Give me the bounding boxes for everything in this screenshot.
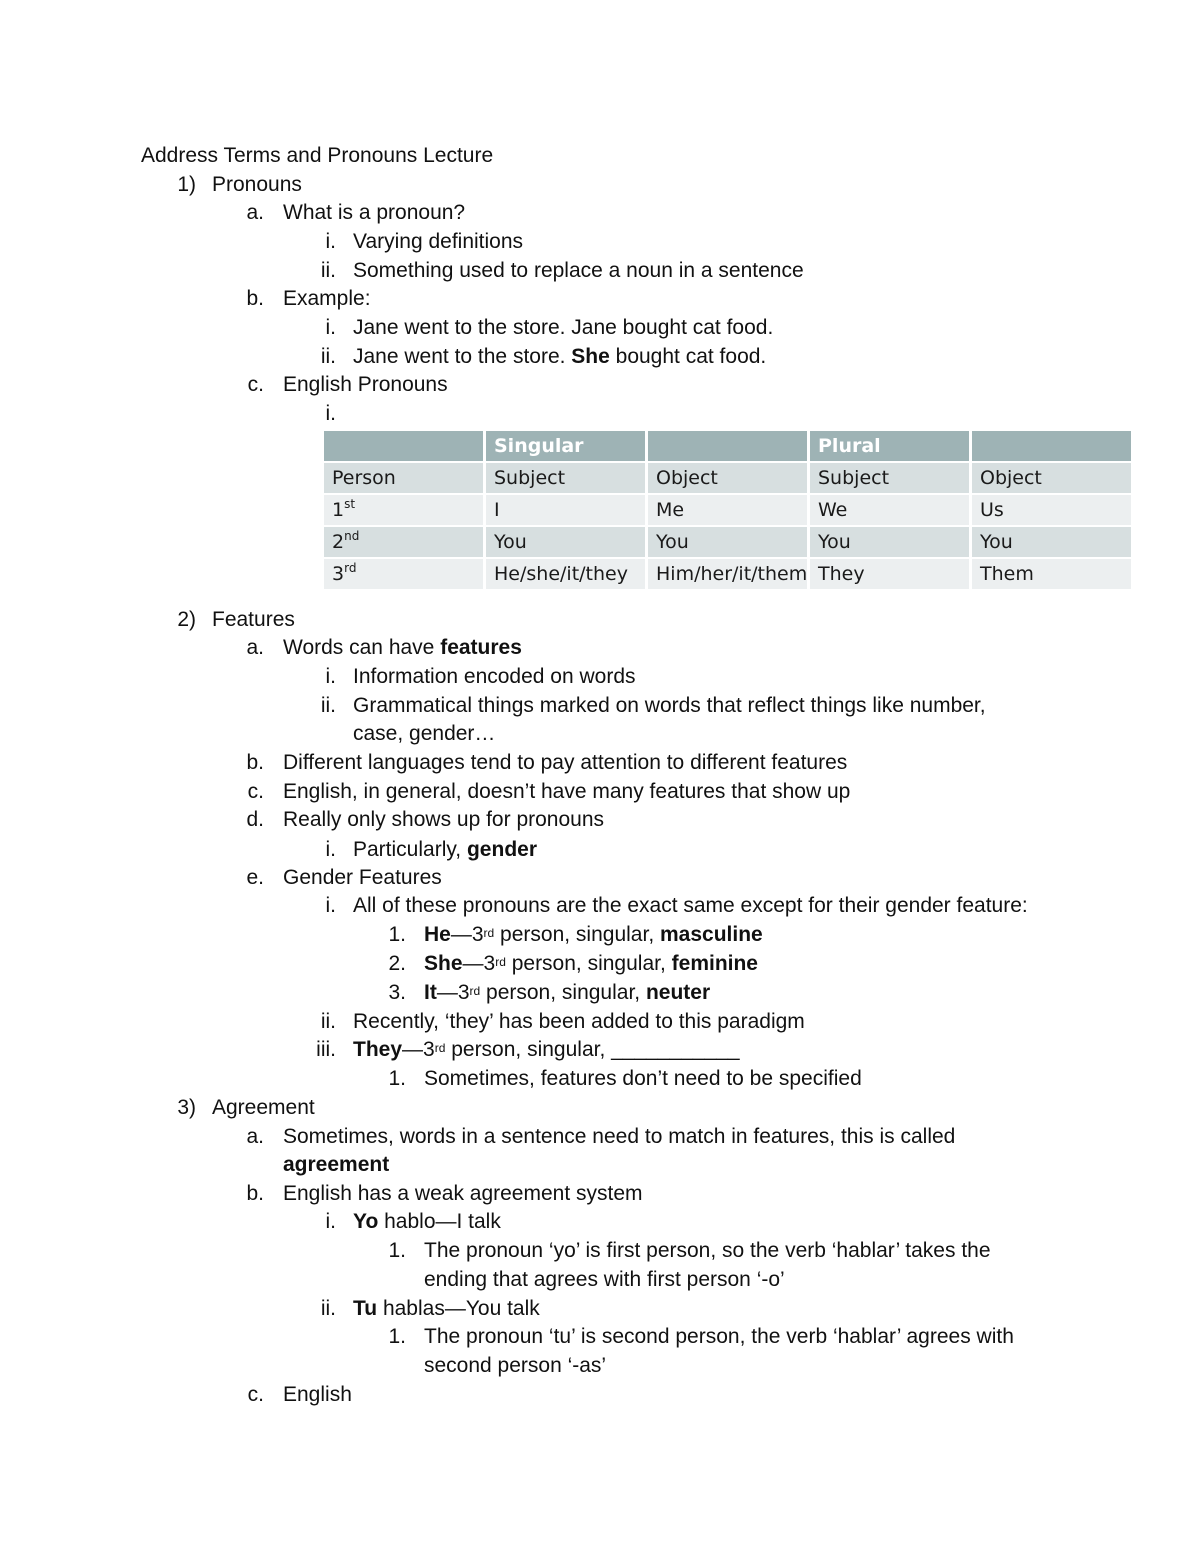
table-header-cell: Plural [810,431,969,461]
list-item: Words can have features [283,636,522,659]
table-row [324,527,1131,557]
table-header-row [324,431,1131,461]
list-marker: 1. [388,1239,406,1262]
list-item: Jane went to the store. Jane bought cat food. [353,316,774,339]
list-item: Grammatical things marked on words that reflect things like number, [353,694,986,717]
list-marker: 1. [388,1067,406,1090]
list-item: It—3rd person, singular, neuter [424,981,711,1004]
list-marker: ii. [320,259,336,282]
list-item: All of these pronouns are the exact same except for their gender feature: [353,894,1028,917]
list-item: Tu hablas—You talk [353,1297,540,1320]
list-item: Something used to replace a noun in a sentence [353,259,804,282]
table-cell: Person [324,463,483,493]
list-item-continuation: agreement [283,1153,390,1176]
list-marker: a. [246,636,264,659]
table-row [324,463,1131,493]
list-marker: c. [247,373,264,396]
list-marker: ii. [320,1010,336,1033]
list-marker: i. [325,402,336,425]
section-number: 1) [177,173,196,196]
table-cell: You [972,527,1131,557]
list-item: Jane went to the store. She bought cat food. [353,345,767,368]
list-item: English [283,1383,352,1406]
table-cell: Me [648,495,807,525]
list-marker: c. [247,780,264,803]
list-item: Different languages tend to pay attention to different features [283,751,848,774]
table-cell: Us [972,495,1131,525]
list-item: He—3rd person, singular, masculine [424,923,763,946]
list-item: Varying definitions [353,230,524,253]
list-marker: c. [247,1383,264,1406]
list-item: English has a weak agreement system [283,1182,643,1205]
list-item: Recently, ‘they’ has been added to this paradigm [353,1010,805,1033]
table-cell: I [486,495,645,525]
table-cell-ordinal: 2nd [324,527,483,557]
list-marker: i. [325,1210,336,1233]
list-marker: i. [325,316,336,339]
table-cell: You [648,527,807,557]
list-marker: 1. [388,1325,406,1348]
list-marker: i. [325,838,336,861]
list-marker: ii. [320,1297,336,1320]
list-item: Yo hablo—I talk [353,1210,501,1233]
list-marker: a. [246,201,264,224]
list-item: English Pronouns [283,373,448,396]
list-marker: i. [325,894,336,917]
list-item: Gender Features [283,866,442,889]
list-marker: a. [246,1125,264,1148]
table-cell: Him/her/it/them [648,559,807,589]
document-title: Address Terms and Pronouns Lecture [141,144,494,167]
list-item: The pronoun ‘yo’ is first person, so the verb ‘hablar’ takes the [424,1239,991,1262]
list-item: She—3rd person, singular, feminine [424,952,758,975]
table-row [324,559,1131,589]
pronoun-table [321,429,1134,591]
list-marker: b. [246,287,264,310]
list-marker: 1. [388,923,406,946]
table-cell: Them [972,559,1131,589]
list-item-continuation: case, gender… [353,722,496,745]
list-item: They—3rd person, singular, ___________ [353,1038,740,1061]
list-marker: iii. [316,1038,336,1061]
list-item: Sometimes, features don’t need to be specified [424,1067,862,1090]
table-cell: Object [648,463,807,493]
table-row [324,495,1131,525]
table-header-cell [324,431,483,461]
table-cell: They [810,559,969,589]
section-heading-agreement: Agreement [212,1096,315,1119]
list-marker: b. [246,1182,264,1205]
section-heading-features: Features [212,608,295,631]
list-item: Information encoded on words [353,665,636,688]
table-header-cell [648,431,807,461]
section-number: 3) [177,1096,196,1119]
list-marker: d. [246,808,264,831]
section-heading-pronouns: Pronouns [212,173,302,196]
list-item: Particularly, gender [353,838,537,861]
list-item-continuation: ending that agrees with first person ‘-o’ [424,1268,785,1291]
table-header-cell: Singular [486,431,645,461]
table-cell: You [810,527,969,557]
table-cell: You [486,527,645,557]
table-cell-ordinal: 1st [324,495,483,525]
list-item: English, in general, doesn’t have many features that show up [283,780,851,803]
list-item: What is a pronoun? [283,201,466,224]
list-marker: 3. [388,981,406,1004]
list-marker: ii. [320,694,336,717]
list-marker: i. [325,665,336,688]
list-item: Really only shows up for pronouns [283,808,605,831]
table-cell: Subject [810,463,969,493]
list-marker: ii. [320,345,336,368]
table-cell: Object [972,463,1131,493]
section-number: 2) [177,608,196,631]
list-marker: i. [325,230,336,253]
table-header-cell [972,431,1131,461]
list-marker: 2. [388,952,406,975]
list-marker: e. [246,866,264,889]
list-item: The pronoun ‘tu’ is second person, the verb ‘hablar’ agrees with [424,1325,1014,1348]
list-marker: b. [246,751,264,774]
table-cell: He/she/it/they [486,559,645,589]
list-item-continuation: second person ‘-as’ [424,1354,607,1377]
list-item: Sometimes, words in a sentence need to match in features, this is called [283,1125,956,1148]
table-cell-ordinal: 3rd [324,559,483,589]
table-cell: We [810,495,969,525]
list-item: Example: [283,287,371,310]
table-cell: Subject [486,463,645,493]
